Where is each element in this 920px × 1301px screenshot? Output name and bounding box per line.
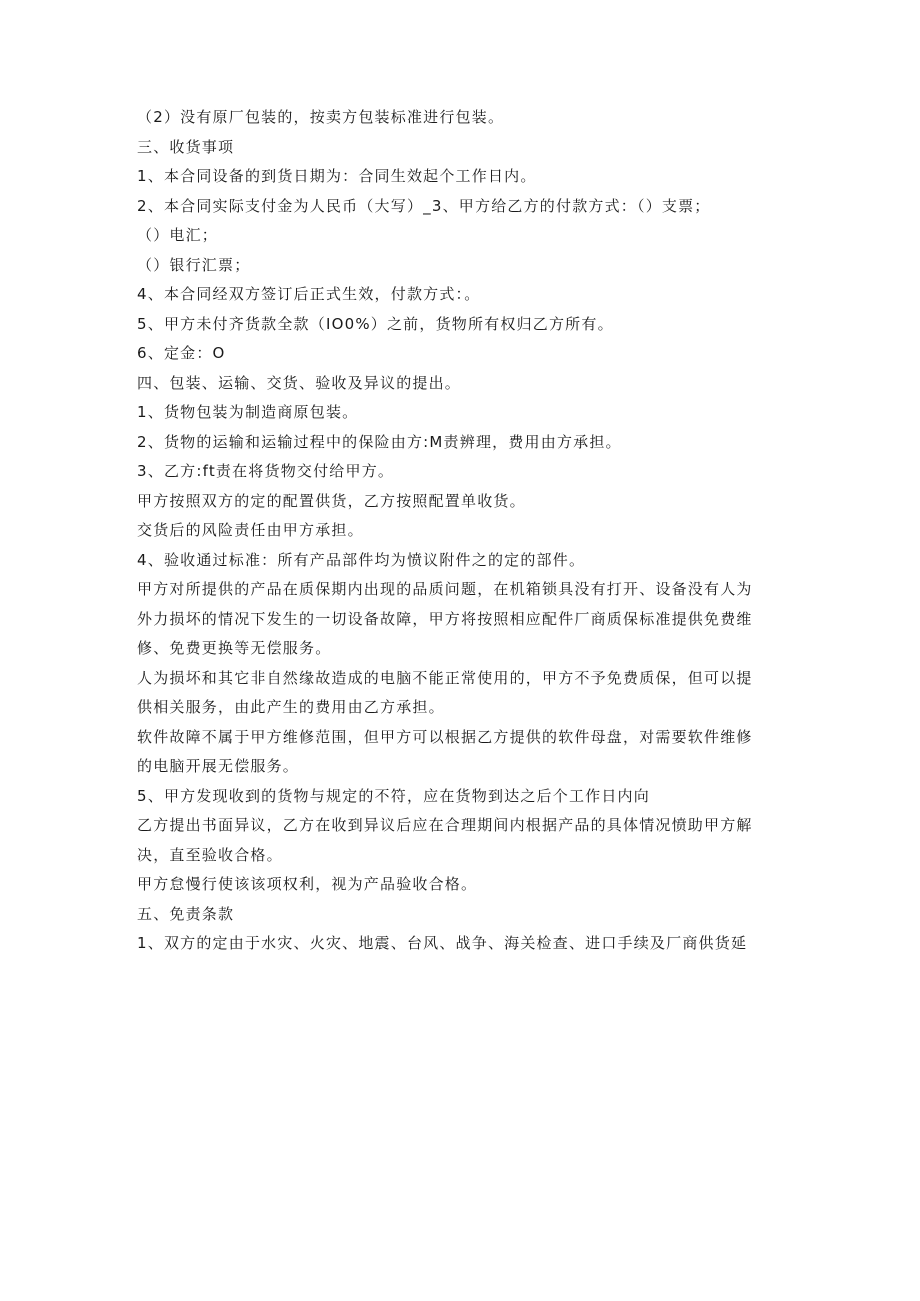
text-line: 4、验收通过标准：所有产品部件均为愤议附件之的定的部件。 [137, 550, 586, 569]
text-line: 1、货物包装为制造商原包装。 [137, 403, 359, 421]
text-line: 的电脑开展无偿服务。 [137, 757, 300, 775]
section-heading: 三、收货事项 [137, 137, 235, 156]
text-line: 甲方按照双方的定的配置供货，乙方按照配置单收货。 [137, 491, 526, 510]
text-line: 修、免费更换等无偿服务。 [137, 639, 332, 657]
text-line: 1、双方的定由于水灾、火灾、地震、台风、战争、海关检查、进口手续及厂商供货延 [137, 934, 748, 952]
text-line: 5、甲方发现收到的货物与规定的不符，应在货物到达之后个工作日内向 [137, 786, 650, 805]
text-line: 甲方对所提供的产品在质保期内出现的品质问题，在机箱锁具没有打开、设备没有人为 [137, 580, 753, 598]
text-line: 人为损坏和其它非自然缘故造成的电脑不能正常使用的，甲方不予免费质保，但可以提 [137, 668, 753, 687]
text-line: 6、定金：O [137, 344, 226, 362]
text-line: 4、本合同经双方签订后正式生效，付款方式：。 [137, 285, 481, 303]
text-line: 5、甲方未付齐货款全款（IO0%）之前，货物所有权归乙方所有。 [137, 314, 614, 333]
text-line: （2）没有原厂包装的，按卖方包装标准进行包装。 [137, 108, 505, 126]
text-line: （）电汇； [137, 226, 219, 244]
text-line: 决，直至验收合格。 [137, 845, 283, 864]
text-line: 外力损坏的情况下发生的一切设备故障，甲方将按照相应配件厂商质保标准提供免费维 [137, 609, 753, 628]
text-line: 3、乙方:ft责在将货物交付给甲方。 [137, 462, 395, 480]
text-line: 甲方怠慢行使该该项权利，视为产品验收合格。 [137, 875, 478, 893]
section-heading: 四、包装、运输、交货、验收及异议的提出。 [137, 373, 462, 392]
text-line: 2、本合同实际支付金为人民币（大写）_3、甲方给乙方的付款方式：（）支票； [137, 196, 711, 215]
text-line: 交货后的风险责任由甲方承担。 [137, 521, 364, 539]
text-line: 2、货物的运输和运输过程中的保险由方:M责辨理，费用由方承担。 [137, 432, 622, 451]
text-line: （）银行汇票； [137, 255, 251, 274]
text-line: 软件故障不属于甲方维修范围，但甲方可以根据乙方提供的软件母盘，对需要软件维修 [137, 727, 753, 746]
text-line: 供相关服务，由此产生的费用由乙方承担。 [137, 698, 445, 716]
text-line: 乙方提出书面异议，乙方在收到异议后应在合理期间内根据产品的具体情况愤助甲方解 [137, 816, 753, 834]
document-body [137, 103, 787, 959]
section-heading: 五、免责条款 [137, 904, 235, 923]
text-line: 1、本合同设备的到货日期为：合同生效起个工作日内。 [137, 167, 537, 185]
